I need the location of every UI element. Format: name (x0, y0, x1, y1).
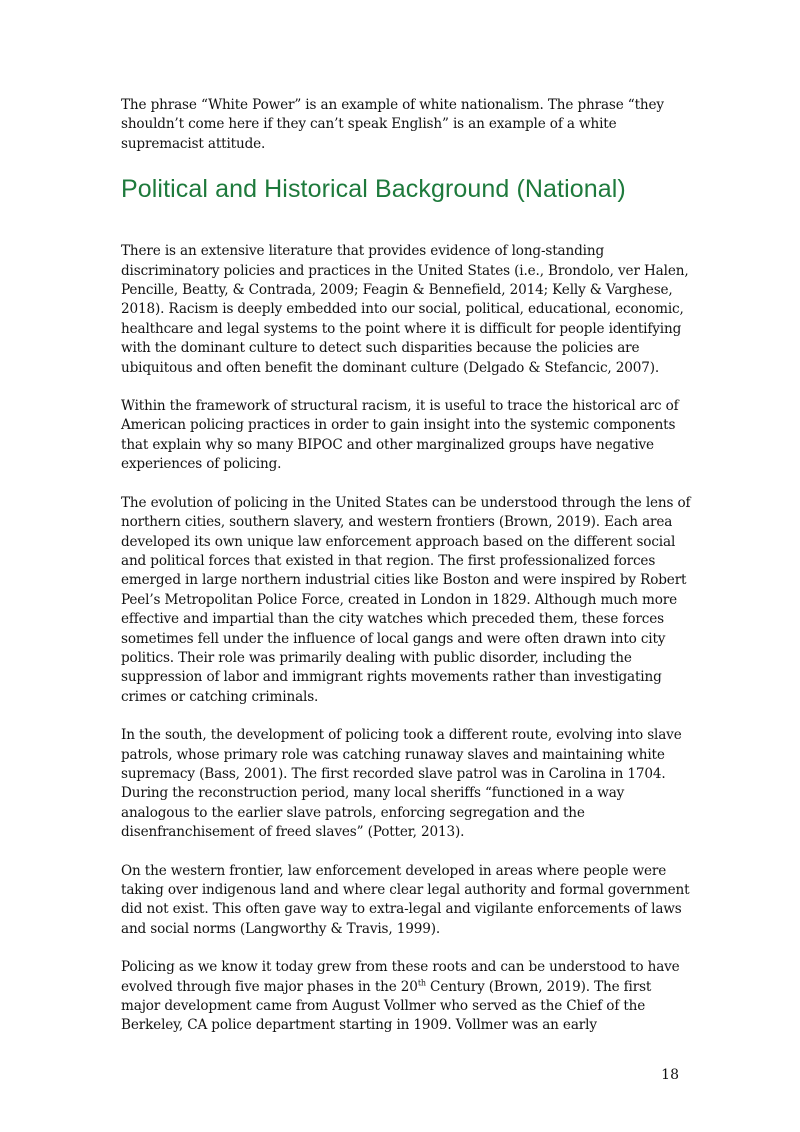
paragraph-twentieth-century (121, 958, 691, 1036)
intro-paragraph: The phrase “White Power” is an example of white nationalism. The phrase “they shouldn’t come here if they can’t speak English” is an example of a white supremacist attitude. (121, 97, 664, 152)
paragraph-literature: There is an extensive literature that provides evidence of long-standing discriminatory policies and practices in the United States (i.e., Brondolo, ver Halen, Pencille, Beatty, & Contrada, 2009; Feagin & Bennefield, 2014; Kelly & Varghese, 2018). Racism is deeply embedded into our social, political, educational, economic, healthcare and legal systems to the point where it is difficult for people identifying with the dominant culture to detect such disparities because the policies are ubiquitous and often benefit the dominant culture (Delgado & Stefancic, 2007). (121, 243, 689, 376)
paragraph-text-end: Century (Brown, 2019). The first major development came from August Vollmer who served as the Chief of the Berkeley, CA police department starting in 1909. Vollmer was an early (121, 978, 652, 1034)
section-heading: Political and Historical Background (National) (121, 175, 626, 204)
paragraph-western-frontier: On the western frontier, law enforcement developed in areas where people were taking over indigenous land and where clear legal authority and formal government did not exist. This often gave way to extra-legal and vigilante enforcements of laws and social norms (Langworthy & Travis, 1999). (121, 862, 690, 937)
document-page (121, 96, 691, 1036)
page-number: 18 (661, 1067, 679, 1083)
paragraph-southern-policing: In the south, the development of policing took a different route, evolving into slave patrols, whose primary role was catching runaway slaves and maintaining white supremacy (Bass, 2001). The first recorded slave patrol was in Carolina in 1704. During the reconstruction period, many local sheriffs “functioned in a way analogous to the earlier slave patrols, enforcing segregation and the disenfranchisement of freed slaves” (Potter, 2013). (121, 727, 682, 841)
paragraph-text-start: Policing as we know it today grew from these roots and can be understood to have evolved through five major phases in the 20 (121, 959, 680, 995)
ordinal-superscript: th (417, 978, 426, 988)
paragraph-evolution-of-policing: The evolution of policing in the United States can be understood through the lens of northern cities, southern slavery, and western frontiers (Brown, 2019). Each area developed its own unique law enforcement approach based on the different social and political forces that existed in that region. The first professionalized forces emerged in large northern industrial cities like Boston and were inspired by Robert Peel’s Metropolitan Police Force, created in London in 1829. Although much more effective and impartial than the city watches which preceded them, these forces sometimes fell under the influence of local gangs and were often drawn into city politics. Their role was primarily dealing with public disorder, including the suppression of labor and immigrant rights movements rather than investigating crimes or catching criminals. (121, 494, 691, 705)
paragraph-structural-racism: Within the framework of structural racism, it is useful to trace the historical arc of American policing practices in order to gain insight into the systemic components that explain why so many BIPOC and other marginalized groups have negative experiences of policing. (121, 398, 679, 473)
